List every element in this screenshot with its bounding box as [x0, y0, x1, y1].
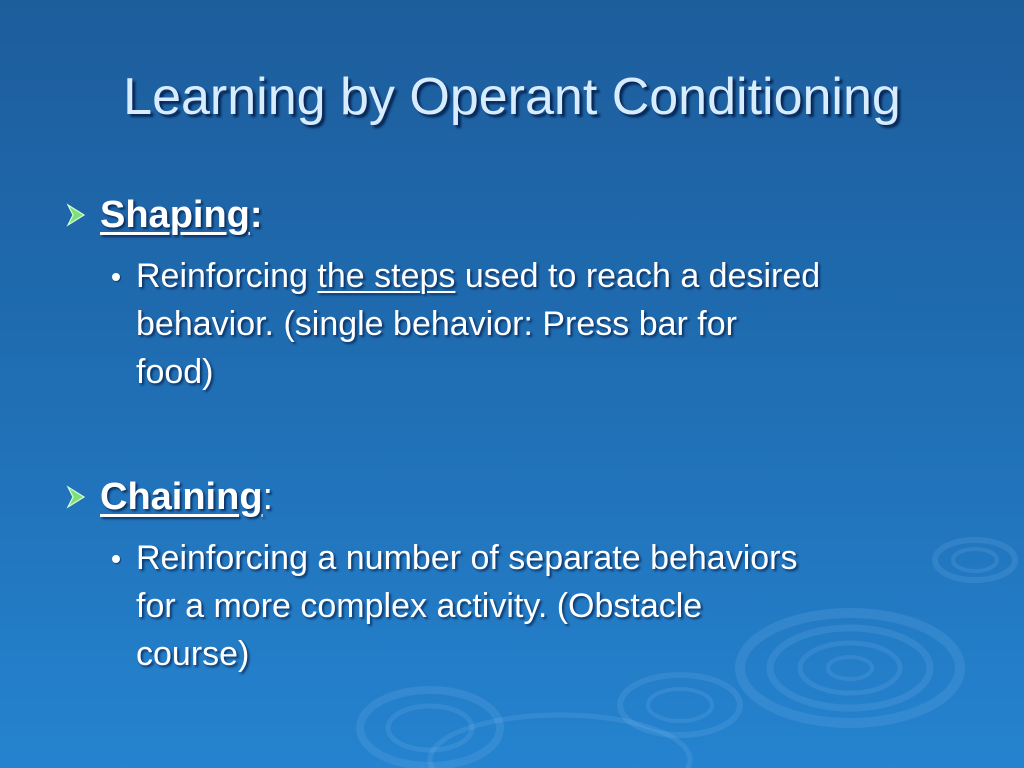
bullet-line: food) — [136, 353, 214, 391]
bullet-text — [136, 252, 820, 396]
bullet-line: course) — [136, 635, 250, 673]
heading-colon: : — [262, 475, 274, 518]
bullet-line: behavior. (single behavior: Press bar for — [136, 305, 737, 343]
bullet-line: Reinforcing a number of separate behaviors — [136, 539, 798, 577]
bullet-shaping — [112, 252, 962, 396]
text-run: Reinforcing — [136, 257, 318, 295]
section-shaping — [62, 190, 263, 240]
bullet-chaining — [112, 534, 962, 678]
bullet-text — [136, 534, 798, 678]
underlined-phrase: the steps — [317, 257, 456, 295]
arrow-bullet-icon — [62, 201, 90, 229]
bullet-line — [136, 252, 820, 300]
heading-shaping: Shaping — [100, 193, 250, 236]
section-chaining — [62, 472, 273, 522]
text-run: used to reach a desired — [455, 257, 821, 295]
heading-chaining: Chaining — [100, 475, 263, 518]
bullet-line: for a more complex activity. (Obstacle — [136, 587, 703, 625]
slide-title: Learning by Operant Conditioning — [123, 68, 901, 126]
dot-bullet-icon — [112, 273, 120, 281]
heading-colon: : — [249, 193, 263, 236]
dot-bullet-icon — [112, 555, 120, 563]
arrow-bullet-icon — [62, 483, 90, 511]
